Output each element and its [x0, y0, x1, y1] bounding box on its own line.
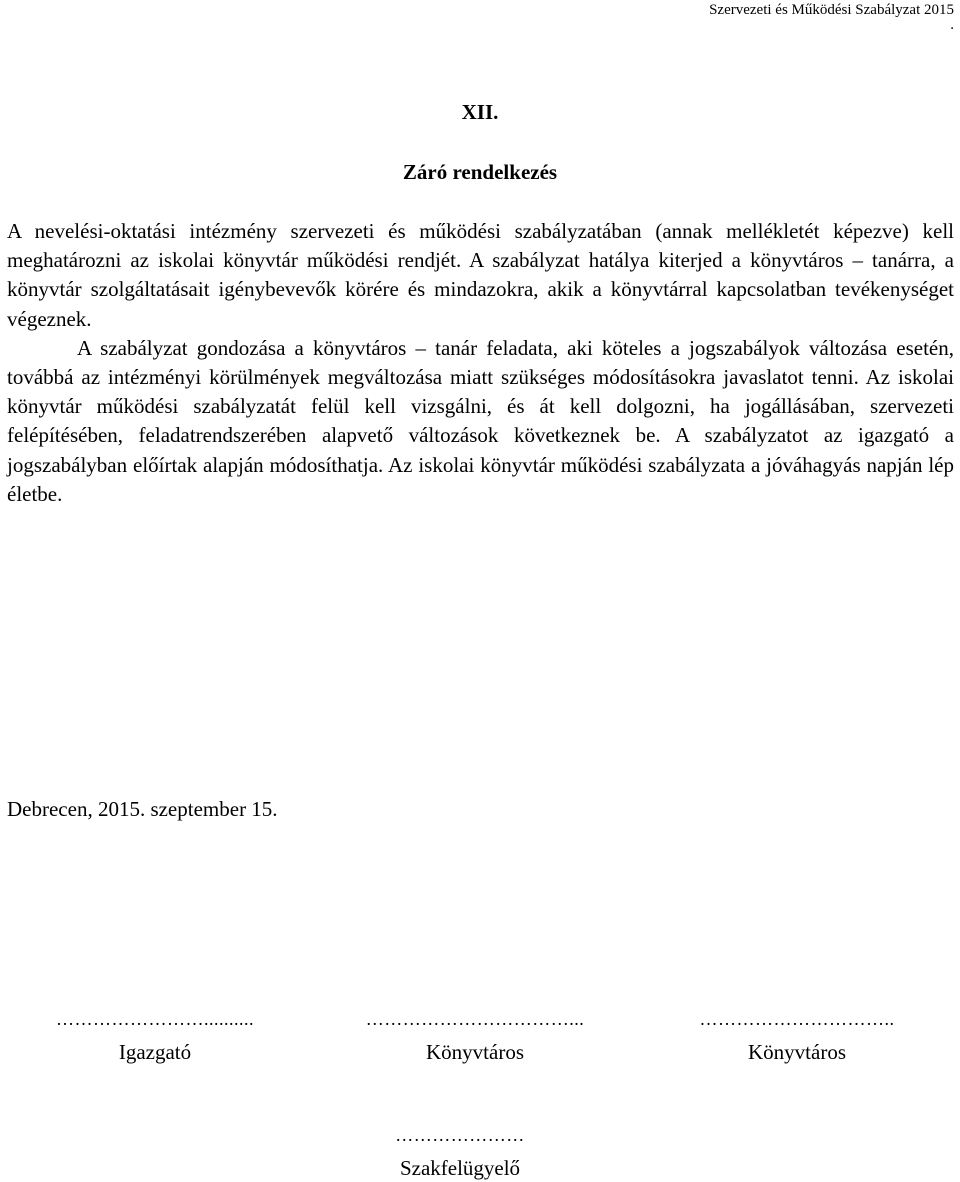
signature-label: Igazgató: [118, 1040, 192, 1064]
chapter-number: XII.: [461, 100, 499, 124]
signature-line: ……………………..........: [56, 1009, 254, 1029]
chapter-title: Záró rendelkezés: [402, 160, 558, 184]
paragraph-2: A szabályzat gondozása a könyvtáros – tanár feladata, aki köteles a jogszabályok változása esetén, továbbá az intézményi körülmények megváltozása miatt szükséges módosításokra javaslatot tenni. Az iskolai könyvtár működési szabályzatát felül kell vizsgálni, és át kell dolgozni, ha jogállásában, szervezeti felépítésében, feladatrendszerében alapvető változások következnek be. A szabályzatot az igazgató a jogszabályban előírtak alapján módosíthatja. Az iskolai könyvtár működési szabályzata a jóváhagyás napján lép életbe.: [7, 335, 954, 506]
signature-label: Könyvtáros: [748, 1040, 846, 1064]
signature-label: Könyvtáros: [426, 1040, 524, 1064]
paragraph-1: A nevelési-oktatási intézmény szervezeti és működési szabályzatában (annak mellékletét képezve) kell meghatározni az iskolai könyvtár működési rendjét. A szabályzat hatálya kiterjed a könyvtáros – tanárra, a könyvtár szolgáltatásait igénybevevők körére és mindazokra, akik a könyvtárral kapcsolatban tevékenységet végeznek.: [7, 219, 954, 331]
signature-konyvtaros-1: [325, 1008, 625, 1066]
signature-label: Szakfelügyelő: [399, 1156, 521, 1180]
signature-line: ……………………………...: [365, 1009, 585, 1029]
place-date: Debrecen, 2015. szeptember 15.: [7, 797, 278, 821]
signature-szakfelugyelo: [310, 1124, 610, 1182]
body-text: [7, 217, 954, 509]
header-dot: .: [950, 17, 954, 33]
page-header: [709, 2, 954, 31]
signature-igazgato: [5, 1008, 305, 1066]
signature-konyvtaros-2: [647, 1008, 947, 1066]
signature-line: …………………: [395, 1125, 525, 1145]
signature-line: …………………………..: [699, 1009, 895, 1029]
running-title: Szervezeti és Működési Szabályzat 2015: [709, 2, 954, 18]
